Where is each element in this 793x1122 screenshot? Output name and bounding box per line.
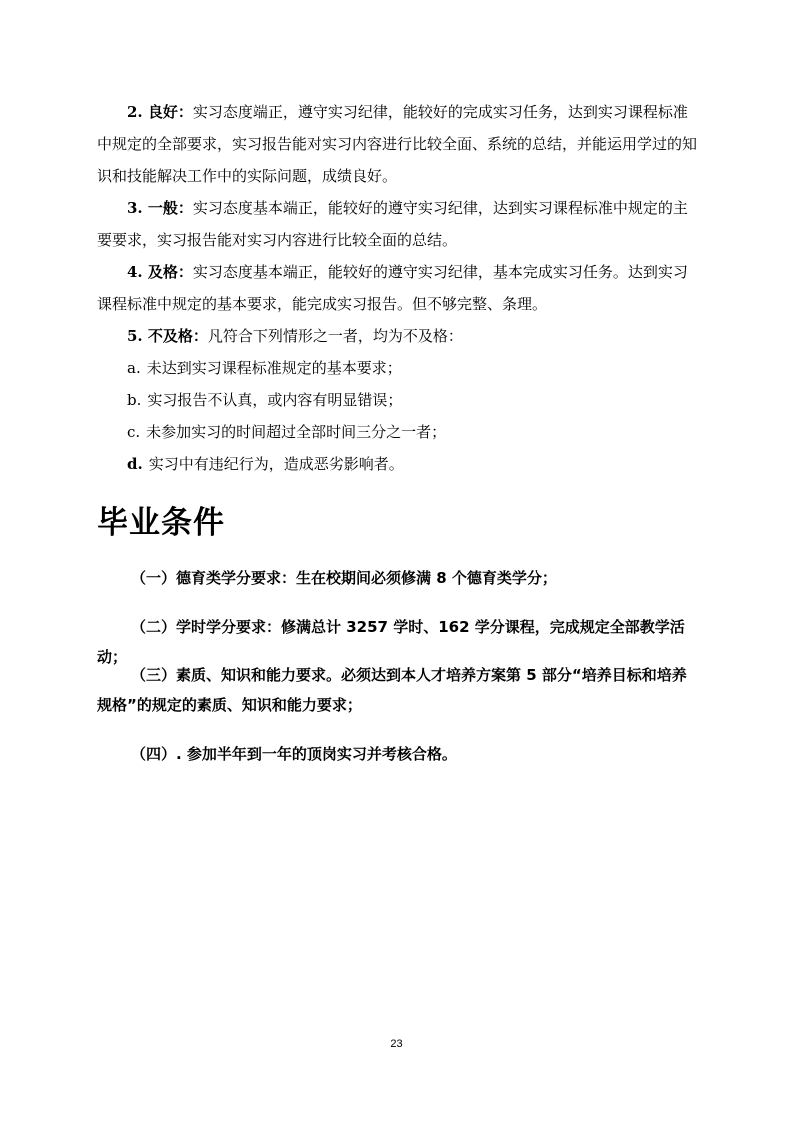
- requirement-item: （二）学时学分要求：修满总计 3257 学时、162 学分课程，完成规定全部教学活动；: [97, 618, 685, 666]
- requirement-item: （一）德育类学分要求：生在校期间必须修满 8 个德育类学分；: [131, 569, 557, 587]
- grade-label: 4. 及格：: [127, 263, 193, 281]
- list-marker: b.: [127, 391, 142, 409]
- list-item: [127, 352, 727, 384]
- list-marker: c.: [127, 423, 141, 441]
- requirement-item: （四）. 参加半年到一年的顶岗实习并考核合格。: [131, 745, 457, 763]
- grade-text: 凡符合下列情形之一者，均为不及格：: [207, 327, 463, 345]
- requirement-item: （三）素质、知识和能力要求。必须达到本人才培养方案第 5 部分“培养目标和培养规格”的规定的素质、知识和能力要求；: [97, 666, 687, 714]
- grade-good: [97, 96, 697, 192]
- grade-label: 5. 不及格：: [127, 327, 208, 345]
- list-item: [127, 384, 727, 416]
- list-marker: d.: [127, 455, 143, 473]
- section-heading: 毕业条件: [97, 505, 225, 541]
- list-item: [127, 416, 727, 448]
- list-text: 实习报告不认真，或内容有明显错误；: [147, 391, 403, 409]
- grade-text: 实习态度基本端正，能较好的遵守实习纪律，达到实习课程标准中规定的主要要求，实习报告能对实习内容进行比较全面的总结。: [97, 199, 688, 249]
- list-text: 未参加实习的时间超过全部时间三分之一者；: [146, 423, 447, 441]
- grade-label: 3. 一般：: [127, 199, 193, 217]
- list-item: [127, 448, 727, 480]
- list-text: 实习中有违纪行为，造成恶劣影响者。: [148, 455, 404, 473]
- grade-pass: [97, 256, 697, 320]
- grade-average: [97, 192, 697, 256]
- page-number: 23: [390, 1038, 403, 1050]
- grade-text: 实习态度端正，遵守实习纪律，能较好的完成实习任务，达到实习课程标准中规定的全部要求，实习报告能对实习内容进行比较全面、系统的总结，并能运用学过的知识和技能解决工作中的实际问题，成绩良好。: [97, 103, 698, 185]
- grade-fail: [97, 320, 697, 352]
- list-marker: a.: [127, 359, 141, 377]
- grade-text: 实习态度基本端正，能较好的遵守实习纪律，基本完成实习任务。达到实习课程标准中规定的基本要求，能完成实习报告。但不够完整、条理。: [97, 263, 688, 313]
- grade-label: 2. 良好：: [127, 103, 193, 121]
- list-text: 未达到实习课程标准规定的基本要求；: [146, 359, 402, 377]
